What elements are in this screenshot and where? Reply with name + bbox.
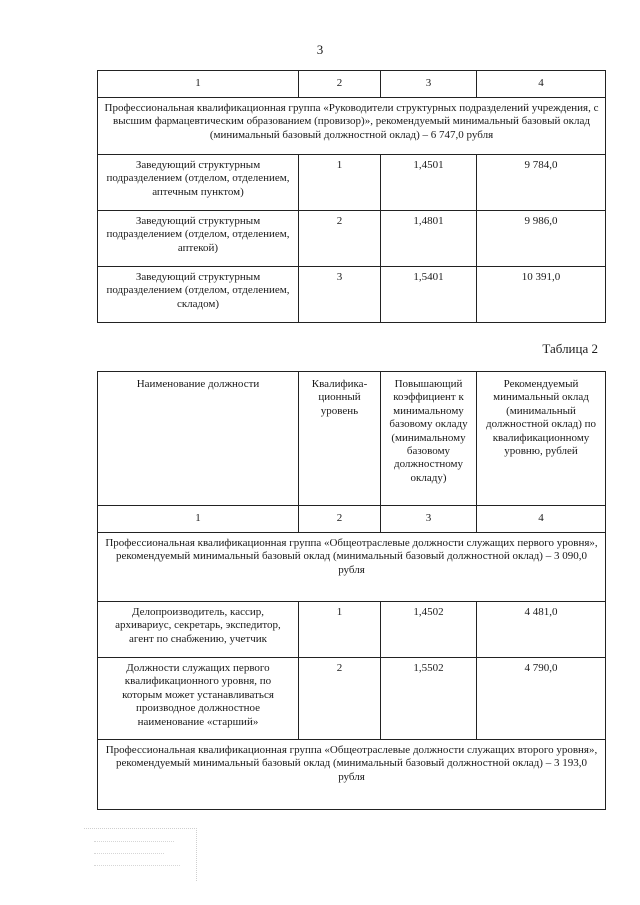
increase-coefficient: 1,4502: [381, 602, 477, 658]
qualification-group-text: Профессиональная квалификационная группа «Руководители структурных подразделений учреждения, с высшим фармацевтическим образованием (провизор)», рекомендуемый минимальный базовый оклад (минимальный базовый должностной оклад) – 6 747,0 рубля: [98, 98, 606, 155]
recommended-salary: 10 391,0: [477, 267, 606, 323]
table-row: [98, 602, 606, 658]
table-2-col-number: 2: [299, 506, 381, 533]
table-1-col-number: 1: [98, 71, 299, 98]
qualification-level: 1: [299, 602, 381, 658]
table-2-caption: Таблица 2: [542, 341, 598, 356]
table-2-col-number: 4: [477, 506, 606, 533]
table-2: [97, 371, 606, 810]
table-2-header-row: [98, 372, 606, 506]
position-name: Должности служащих первого квалификационного уровня, по которым может устанавливаться производное должностное наименование «старший»: [98, 658, 299, 740]
increase-coefficient: 1,4501: [381, 155, 477, 211]
position-name: Заведующий структурным подразделением (отделом, отделением, аптечным пунктом): [98, 155, 299, 211]
column-header-coefficient: Повышающий коэффициент к минимальному базовому окладу (минимальному базовому должностному окладу): [381, 372, 477, 506]
table-2-col-number: 1: [98, 506, 299, 533]
column-header-salary: Рекомендуемый минимальный оклад (минимальный должностной оклад) по квалификационному уровню, рублей: [477, 372, 606, 506]
qualification-group-text: Профессиональная квалификационная группа «Общеотраслевые должности служащих второго уровня», рекомендуемый минимальный базовый оклад (минимальный базовый должностной оклад) – 3 193,0 рубля: [98, 740, 606, 810]
table-1-col-number: 3: [381, 71, 477, 98]
position-name: Делопроизводитель, кассир, архивариус, секретарь, экспедитор, агент по снабжению, учетчик: [98, 602, 299, 658]
position-name: Заведующий структурным подразделением (отделом, отделением, складом): [98, 267, 299, 323]
recommended-salary: 4 481,0: [477, 602, 606, 658]
increase-coefficient: 1,5401: [381, 267, 477, 323]
table-row: [98, 211, 606, 267]
recommended-salary: 9 986,0: [477, 211, 606, 267]
recommended-salary: 9 784,0: [477, 155, 606, 211]
table-1-group-row: [98, 98, 606, 155]
qualification-level: 1: [299, 155, 381, 211]
table-row: [98, 658, 606, 740]
qualification-level: 2: [299, 211, 381, 267]
recommended-salary: 4 790,0: [477, 658, 606, 740]
table-2-group-row: [98, 533, 606, 602]
increase-coefficient: 1,4801: [381, 211, 477, 267]
column-header-position: Наименование должности: [98, 372, 299, 506]
increase-coefficient: 1,5502: [381, 658, 477, 740]
qualification-group-text: Профессиональная квалификационная группа «Общеотраслевые должности служащих первого уровня», рекомендуемый минимальный базовый оклад (минимальный базовый должностной оклад) – 3 090,0 рубля: [98, 533, 606, 602]
column-header-level: Квалифика-ционный уровень: [299, 372, 381, 506]
table-1-number-row: [98, 71, 606, 98]
page-number: 3: [316, 42, 324, 57]
qualification-level: 3: [299, 267, 381, 323]
table-2-number-row: [98, 506, 606, 533]
position-name: Заведующий структурным подразделением (отделом, отделением, аптекой): [98, 211, 299, 267]
table-2-group-row: [98, 740, 606, 810]
table-2-col-number: 3: [381, 506, 477, 533]
table-1-col-number: 4: [477, 71, 606, 98]
table-1: [97, 70, 606, 323]
faint-stamp: [84, 828, 197, 881]
table-1-col-number: 2: [299, 71, 381, 98]
table-row: [98, 155, 606, 211]
qualification-level: 2: [299, 658, 381, 740]
table-row: [98, 267, 606, 323]
